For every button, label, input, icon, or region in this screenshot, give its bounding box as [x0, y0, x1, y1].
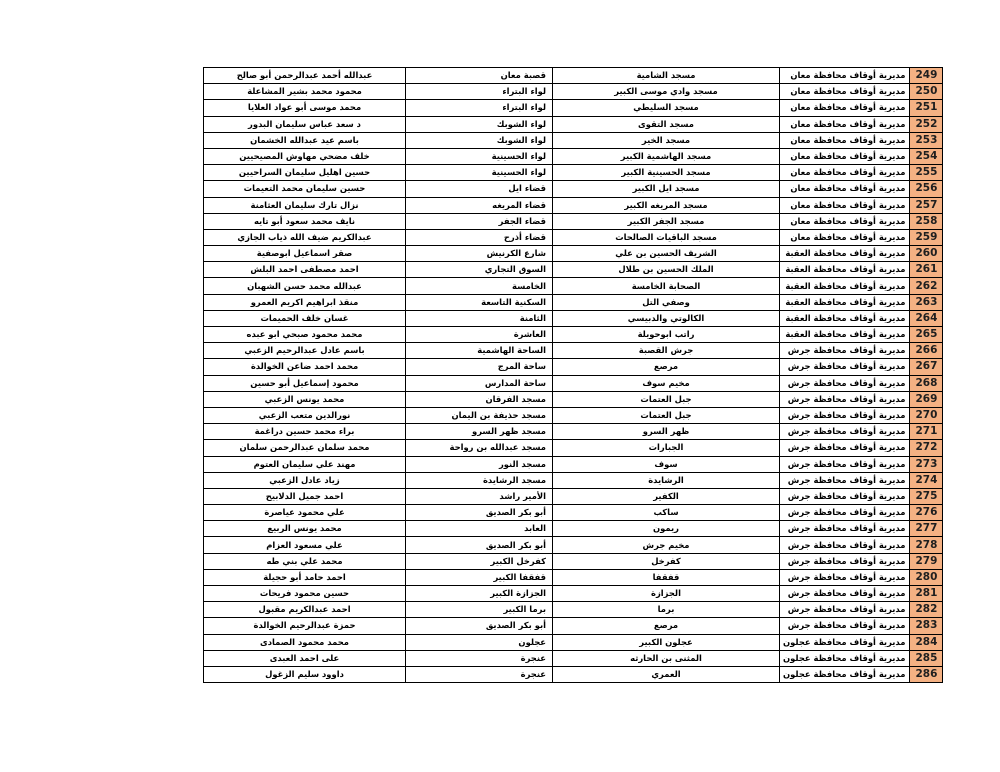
row-number-cell: 286: [910, 666, 943, 682]
directorate-cell: مديرية أوقاف محافظة جرش: [780, 440, 910, 456]
mosque-cell: مخيم جرش: [553, 537, 780, 553]
mosque-cell: مسجد ايل الكبير: [553, 181, 780, 197]
table-row: [204, 602, 943, 618]
mosque-cell: مخيم سوف: [553, 375, 780, 391]
area-cell: السوق التجاري: [406, 262, 553, 278]
area-cell: الخامسة: [406, 278, 553, 294]
directorate-cell: مديرية أوقاف محافظة العقبة: [780, 327, 910, 343]
directorate-cell: مديرية أوقاف محافظة جرش: [780, 618, 910, 634]
row-number-cell: 259: [910, 229, 943, 245]
imam-cell: صقر اسماعيل ابوصفية: [204, 246, 406, 262]
directorate-cell: مديرية أوقاف محافظة معان: [780, 84, 910, 100]
directorate-cell: مديرية أوقاف محافظة جرش: [780, 537, 910, 553]
row-number-cell: 285: [910, 650, 943, 666]
imam-cell: محمد محمود صبحي ابو عبده: [204, 327, 406, 343]
table-row: [204, 148, 943, 164]
mosque-cell: الرشايدة: [553, 472, 780, 488]
table-row: [204, 407, 943, 423]
row-number-cell: 254: [910, 148, 943, 164]
directorate-cell: مديرية أوقاف محافظة جرش: [780, 488, 910, 504]
directorate-cell: مديرية أوقاف محافظة جرش: [780, 343, 910, 359]
row-number-cell: 262: [910, 278, 943, 294]
mosque-cell: مسجد الحسينية الكبير: [553, 165, 780, 181]
imam-cell: محمد سلمان عبدالرحمن سلمان: [204, 440, 406, 456]
row-number-cell: 264: [910, 310, 943, 326]
row-number-cell: 281: [910, 586, 943, 602]
mosque-cell: مرصع: [553, 618, 780, 634]
mosque-cell: مسجد الباقيات الصالحات: [553, 229, 780, 245]
imam-cell: باسم عادل عبدالرحيم الزعبي: [204, 343, 406, 359]
area-cell: الثامنة: [406, 310, 553, 326]
directorate-cell: مديرية أوقاف محافظة معان: [780, 213, 910, 229]
imam-cell: احمد مصطفى احمد البلش: [204, 262, 406, 278]
area-cell: مسجد حذيفة بن اليمان: [406, 407, 553, 423]
directorate-cell: مديرية أوقاف محافظة جرش: [780, 505, 910, 521]
directorate-cell: مديرية أوقاف محافظة جرش: [780, 375, 910, 391]
directorate-cell: مديرية أوقاف محافظة جرش: [780, 569, 910, 585]
row-number-cell: 272: [910, 440, 943, 456]
directorate-cell: مديرية أوقاف محافظة جرش: [780, 521, 910, 537]
mosque-cell: مسجد الجفر الكبير: [553, 213, 780, 229]
mosque-cell: مسجد التقوى: [553, 116, 780, 132]
imam-cell: نزال تارك سليمان العثامنة: [204, 197, 406, 213]
imam-cell: على احمد العبدى: [204, 650, 406, 666]
table-body: [204, 68, 943, 683]
imam-cell: محمد علي بني طه: [204, 553, 406, 569]
mosque-cell: جبل العتمات: [553, 407, 780, 423]
area-cell: لواء البتراء: [406, 84, 553, 100]
imam-cell: علي محمود عياصرة: [204, 505, 406, 521]
row-number-cell: 250: [910, 84, 943, 100]
area-cell: قضاء ايل: [406, 181, 553, 197]
mosque-cell: مسجد الشامية: [553, 68, 780, 84]
directorate-cell: مديرية أوقاف محافظة معان: [780, 181, 910, 197]
mosque-cell: كفرخل: [553, 553, 780, 569]
directorate-cell: مديرية أوقاف محافظة معان: [780, 100, 910, 116]
imam-cell: محمد موسى أبو عواد العلايا: [204, 100, 406, 116]
imam-cell: حسين محمود فريحات: [204, 586, 406, 602]
table-row: [204, 310, 943, 326]
mosque-cell: سوف: [553, 456, 780, 472]
row-number-cell: 260: [910, 246, 943, 262]
area-cell: مسجد الفرقان: [406, 391, 553, 407]
mosque-cell: ساكب: [553, 505, 780, 521]
area-cell: العابد: [406, 521, 553, 537]
row-number-cell: 252: [910, 116, 943, 132]
imam-cell: مهند علي سليمان العتوم: [204, 456, 406, 472]
table-row: [204, 100, 943, 116]
imam-cell: باسم عيد عبدالله الخشمان: [204, 132, 406, 148]
row-number-cell: 268: [910, 375, 943, 391]
table-row: [204, 537, 943, 553]
table-row: [204, 84, 943, 100]
imam-cell: علي مسعود العزام: [204, 537, 406, 553]
mosque-cell: مسجد المريغه الكبير: [553, 197, 780, 213]
imam-cell: محمود محمد بشير المشاعلة: [204, 84, 406, 100]
table-row: [204, 440, 943, 456]
table-row: [204, 521, 943, 537]
area-cell: ساحة المرج: [406, 359, 553, 375]
area-cell: لواء الشوبك: [406, 116, 553, 132]
area-cell: عجلون: [406, 634, 553, 650]
table-row: [204, 327, 943, 343]
area-cell: مسجد الرشايدة: [406, 472, 553, 488]
area-cell: برما الكبير: [406, 602, 553, 618]
imam-cell: محمد محمود الصمادى: [204, 634, 406, 650]
area-cell: الجزازة الكبير: [406, 586, 553, 602]
area-cell: لواء الحسينية: [406, 148, 553, 164]
table-row: [204, 472, 943, 488]
area-cell: لواء الشوبك: [406, 132, 553, 148]
row-number-cell: 276: [910, 505, 943, 521]
table-row: [204, 278, 943, 294]
imam-cell: زياد عادل الزعبي: [204, 472, 406, 488]
imam-cell: حسين سليمان محمد التعيمات: [204, 181, 406, 197]
directorate-cell: مديرية أوقاف محافظة جرش: [780, 391, 910, 407]
table-row: [204, 375, 943, 391]
directorate-cell: مديرية أوقاف محافظة معان: [780, 197, 910, 213]
mosque-cell: الجزازة: [553, 586, 780, 602]
row-number-cell: 271: [910, 424, 943, 440]
table-row: [204, 618, 943, 634]
table-row: [204, 246, 943, 262]
table-row: [204, 634, 943, 650]
directorate-cell: مديرية أوقاف محافظة العقبة: [780, 278, 910, 294]
table-row: [204, 666, 943, 682]
mosque-cell: الصحابة الخامسة: [553, 278, 780, 294]
row-number-cell: 275: [910, 488, 943, 504]
area-cell: أبو بكر الصديق: [406, 537, 553, 553]
area-cell: عنجرة: [406, 650, 553, 666]
table-row: [204, 456, 943, 472]
data-table: [203, 67, 943, 683]
imam-cell: محمد احمد ضاعن الخوالدة: [204, 359, 406, 375]
area-cell: مسجد النور: [406, 456, 553, 472]
area-cell: أبو بكر الصديق: [406, 618, 553, 634]
row-number-cell: 277: [910, 521, 943, 537]
table-row: [204, 391, 943, 407]
table-row: [204, 359, 943, 375]
directorate-cell: مديرية أوقاف محافظة عجلون: [780, 650, 910, 666]
mosque-cell: المثنى بن الحارثه: [553, 650, 780, 666]
imam-cell: خلف مضحي مهاوش المصيحيين: [204, 148, 406, 164]
directorate-cell: مديرية أوقاف محافظة جرش: [780, 359, 910, 375]
mosque-cell: الكفير: [553, 488, 780, 504]
table-row: [204, 586, 943, 602]
area-cell: قضاء الجفر: [406, 213, 553, 229]
table-row: [204, 68, 943, 84]
row-number-cell: 282: [910, 602, 943, 618]
directorate-cell: مديرية أوقاف محافظة جرش: [780, 472, 910, 488]
row-number-cell: 251: [910, 100, 943, 116]
directorate-cell: مديرية أوقاف محافظة جرش: [780, 407, 910, 423]
table-row: [204, 650, 943, 666]
directorate-cell: مديرية أوقاف محافظة جرش: [780, 602, 910, 618]
table-row: [204, 132, 943, 148]
imam-cell: حسين اهليل سليمان السراحيين: [204, 165, 406, 181]
area-cell: قضاء أذرح: [406, 229, 553, 245]
area-cell: قفقفا الكبير: [406, 569, 553, 585]
row-number-cell: 279: [910, 553, 943, 569]
mosque-cell: راتب ابوحويلة: [553, 327, 780, 343]
imam-cell: نورالدين متعب الزعبي: [204, 407, 406, 423]
table-row: [204, 197, 943, 213]
row-number-cell: 269: [910, 391, 943, 407]
directorate-cell: مديرية أوقاف محافظة معان: [780, 165, 910, 181]
area-cell: قصبة معان: [406, 68, 553, 84]
area-cell: العاشرة: [406, 327, 553, 343]
table-row: [204, 553, 943, 569]
row-number-cell: 267: [910, 359, 943, 375]
area-cell: كفرخل الكبير: [406, 553, 553, 569]
imam-cell: غسان خلف الحميمات: [204, 310, 406, 326]
imam-cell: د سعد عباس سليمان البدور: [204, 116, 406, 132]
row-number-cell: 263: [910, 294, 943, 310]
directorate-cell: مديرية أوقاف محافظة معان: [780, 68, 910, 84]
table-row: [204, 505, 943, 521]
directorate-cell: مديرية أوقاف محافظة العقبة: [780, 294, 910, 310]
area-cell: شارع الكرنيش: [406, 246, 553, 262]
mosque-cell: جبل العتمات: [553, 391, 780, 407]
area-cell: قضاء المريغه: [406, 197, 553, 213]
mosque-cell: ظهر السرو: [553, 424, 780, 440]
table-row: [204, 165, 943, 181]
mosque-cell: جرش القصبة: [553, 343, 780, 359]
table-row: [204, 262, 943, 278]
row-number-cell: 265: [910, 327, 943, 343]
mosque-cell: قفقفا: [553, 569, 780, 585]
row-number-cell: 253: [910, 132, 943, 148]
directorate-cell: مديرية أوقاف محافظة جرش: [780, 553, 910, 569]
imam-cell: احمد حامد أبو حجيلة: [204, 569, 406, 585]
table-row: [204, 181, 943, 197]
row-number-cell: 257: [910, 197, 943, 213]
directorate-cell: مديرية أوقاف محافظة عجلون: [780, 634, 910, 650]
mosque-cell: مسجد وادي موسى الكبير: [553, 84, 780, 100]
directorate-cell: مديرية أوقاف محافظة عجلون: [780, 666, 910, 682]
row-number-cell: 284: [910, 634, 943, 650]
table-row: [204, 424, 943, 440]
area-cell: السكنية التاسعة: [406, 294, 553, 310]
directorate-cell: مديرية أوقاف محافظة معان: [780, 116, 910, 132]
table-row: [204, 343, 943, 359]
row-number-cell: 255: [910, 165, 943, 181]
imam-cell: احمد جميل الدلابيح: [204, 488, 406, 504]
directorate-cell: مديرية أوقاف محافظة العقبة: [780, 262, 910, 278]
row-number-cell: 256: [910, 181, 943, 197]
mosque-cell: الجبارات: [553, 440, 780, 456]
mosque-cell: مسجد السليطي: [553, 100, 780, 116]
row-number-cell: 280: [910, 569, 943, 585]
area-cell: عنجرة: [406, 666, 553, 682]
row-number-cell: 258: [910, 213, 943, 229]
directorate-cell: مديرية أوقاف محافظة معان: [780, 229, 910, 245]
imam-cell: محمد يونس الربيع: [204, 521, 406, 537]
mosque-cell: برما: [553, 602, 780, 618]
row-number-cell: 266: [910, 343, 943, 359]
imam-cell: احمد عبدالكريم مقبول: [204, 602, 406, 618]
area-cell: مسجد ظهر السرو: [406, 424, 553, 440]
directorate-cell: مديرية أوقاف محافظة العقبة: [780, 246, 910, 262]
area-cell: الساحة الهاشمية: [406, 343, 553, 359]
directorate-cell: مديرية أوقاف محافظة جرش: [780, 586, 910, 602]
table-row: [204, 229, 943, 245]
directorate-cell: مديرية أوقاف محافظة معان: [780, 148, 910, 164]
imam-cell: براء محمد حسين دراغمة: [204, 424, 406, 440]
mosque-cell: ريمون: [553, 521, 780, 537]
imam-cell: محمد يونس الزعبي: [204, 391, 406, 407]
row-number-cell: 261: [910, 262, 943, 278]
row-number-cell: 270: [910, 407, 943, 423]
mosque-cell: مرصع: [553, 359, 780, 375]
imam-cell: منقذ ابراهيم اكريم العمرو: [204, 294, 406, 310]
table-row: [204, 294, 943, 310]
directorate-cell: مديرية أوقاف محافظة جرش: [780, 424, 910, 440]
row-number-cell: 283: [910, 618, 943, 634]
table-row: [204, 213, 943, 229]
area-cell: ساحة المدارس: [406, 375, 553, 391]
row-number-cell: 274: [910, 472, 943, 488]
directorate-cell: مديرية أوقاف محافظة العقبة: [780, 310, 910, 326]
mosque-cell: الكالوتي والدبيسي: [553, 310, 780, 326]
table-row: [204, 569, 943, 585]
imam-cell: عبدالله محمد حسن الشهبان: [204, 278, 406, 294]
row-number-cell: 249: [910, 68, 943, 84]
imam-cell: حمزة عبدالرحيم الخوالدة: [204, 618, 406, 634]
area-cell: لواء الحسينية: [406, 165, 553, 181]
area-cell: الأمير راشد: [406, 488, 553, 504]
area-cell: لواء البتراء: [406, 100, 553, 116]
imam-cell: عبدالكريم ضيف الله ذياب الجازي: [204, 229, 406, 245]
table-row: [204, 488, 943, 504]
row-number-cell: 278: [910, 537, 943, 553]
mosque-cell: الملك الحسين بن طلال: [553, 262, 780, 278]
mosque-cell: وصفي التل: [553, 294, 780, 310]
mosque-cell: مسجد الهاشمية الكبير: [553, 148, 780, 164]
imam-cell: داوود سليم الزغول: [204, 666, 406, 682]
mosque-cell: العمري: [553, 666, 780, 682]
table-row: [204, 116, 943, 132]
imam-cell: عبدالله أحمد عبدالرحمن أبو صالح: [204, 68, 406, 84]
mosque-cell: مسجد الخير: [553, 132, 780, 148]
row-number-cell: 273: [910, 456, 943, 472]
mosque-cell: الشريف الحسين بن علي: [553, 246, 780, 262]
imam-cell: محمود إسماعيل أبو حسين: [204, 375, 406, 391]
imam-cell: نايف محمد سعود أبو تايه: [204, 213, 406, 229]
area-cell: مسجد عبدالله بن رواحة: [406, 440, 553, 456]
area-cell: أبو بكر الصديق: [406, 505, 553, 521]
directorate-cell: مديرية أوقاف محافظة معان: [780, 132, 910, 148]
directorate-cell: مديرية أوقاف محافظة جرش: [780, 456, 910, 472]
mosque-cell: عجلون الكبير: [553, 634, 780, 650]
